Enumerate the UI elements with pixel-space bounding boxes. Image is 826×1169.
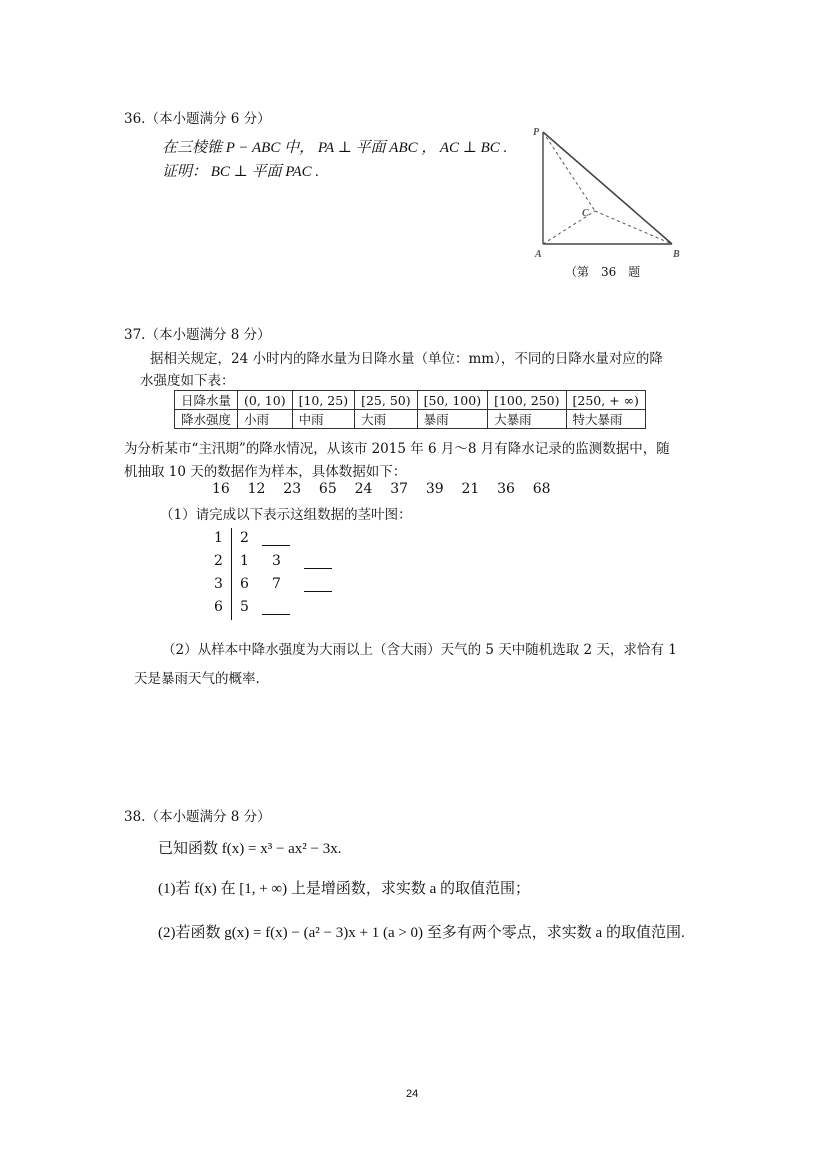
table-row	[175, 391, 646, 410]
table-cell: 小雨	[238, 410, 293, 429]
q38-part1: (1)若 f(x) 在 [1, + ∞) 上是增函数，求实数 a 的取值范围；	[158, 881, 531, 897]
stem-value: 3	[214, 576, 223, 592]
sample-value: 12	[247, 481, 266, 497]
table-cell: 暴雨	[417, 410, 487, 429]
answer-blank[interactable]	[304, 556, 332, 569]
label-p: P	[533, 127, 540, 138]
stem-value: 2	[214, 553, 223, 569]
leaf-value: 6	[240, 576, 249, 592]
q37-intro-line1: 据相关规定，24 小时内的降水量为日降水量（单位：mm），不同的日降水量对应的降	[150, 351, 663, 367]
table-cell: 大暴雨	[488, 410, 566, 429]
q36-statement: 在三棱锥 P − ABC 中， PA ⊥ 平面 ABC ， AC ⊥ BC .	[162, 140, 508, 156]
q37-part2-line1: （2）从样本中降水强度为大雨以上（含大雨）天气的 5 天中随机选取 2 天，求恰有 1	[162, 642, 677, 658]
q37-heading: 37.（本小题满分 8 分）	[124, 327, 271, 343]
answer-blank[interactable]	[262, 602, 290, 615]
q37-para-line2: 机抽取 10 天的数据作为样本，具体数据如下：	[124, 464, 407, 480]
stem-divider	[231, 528, 232, 620]
leaf-value: 3	[272, 553, 281, 569]
answer-blank[interactable]	[304, 579, 332, 592]
sample-value: 68	[532, 481, 551, 497]
rainfall-table	[174, 390, 646, 429]
leaf-value: 2	[240, 530, 249, 546]
label-c: C	[582, 208, 589, 219]
q37-intro-line2: 水强度如下表：	[140, 373, 235, 389]
q38-heading: 38.（本小题满分 8 分）	[124, 809, 271, 825]
q38-given: 已知函数 f(x) = x³ − ax² − 3x.	[158, 841, 342, 857]
sample-value: 36	[497, 481, 515, 497]
page-number: 24	[406, 1088, 419, 1100]
sample-value: 21	[461, 481, 480, 497]
leaf-value: 5	[240, 599, 249, 615]
table-cell: 特大暴雨	[566, 410, 645, 429]
table-cell: [25, 50)	[355, 391, 418, 410]
q36-pyramid-figure	[525, 120, 695, 285]
table-cell: [50, 100)	[417, 391, 487, 410]
sample-value: 24	[354, 481, 373, 497]
table-cell: [250, + ∞)	[566, 391, 645, 410]
q37-part2-line2: 天是暴雨天气的概率.	[134, 671, 260, 687]
q38-part2: (2)若函数 g(x) = f(x) − (a² − 3)x + 1 (a > 0) 至多有两个零点，求实数 a 的取值范围.	[158, 925, 685, 941]
label-a: A	[535, 249, 542, 260]
table-cell: 降水强度	[175, 410, 238, 429]
table-cell: 日降水量	[175, 391, 238, 410]
answer-blank[interactable]	[262, 533, 290, 546]
table-cell: [10, 25)	[292, 391, 355, 410]
q36-heading: 36.（本小题满分 6 分）	[124, 111, 271, 127]
leaf-value: 1	[240, 553, 249, 569]
table-cell: [100, 250)	[488, 391, 566, 410]
sample-data	[212, 481, 551, 497]
leaf-value: 7	[272, 576, 281, 592]
sample-value: 16	[212, 481, 230, 497]
sample-value: 37	[390, 481, 409, 497]
q36-prove: 证明： BC ⊥ 平面 PAC .	[162, 164, 320, 180]
q36-figure-caption: （第 36 题	[565, 265, 641, 279]
label-b: B	[673, 249, 680, 260]
stem-leaf-plot	[200, 528, 360, 624]
sample-value: 65	[318, 481, 337, 497]
q37-para-line1: 为分析某市“主汛期”的降水情况，从该市 2015 年 6 月～8 月有降水记录的监测数据中，随	[124, 441, 670, 457]
q37-part1: （1）请完成以下表示这组数据的茎叶图：	[160, 507, 412, 523]
table-cell: 大雨	[355, 410, 418, 429]
stem-value: 1	[214, 530, 223, 546]
sample-value: 23	[283, 481, 302, 497]
table-cell: (0, 10)	[238, 391, 293, 410]
sample-value: 39	[425, 481, 444, 497]
table-cell: 中雨	[292, 410, 355, 429]
table-row	[175, 410, 646, 429]
stem-value: 6	[214, 599, 223, 615]
